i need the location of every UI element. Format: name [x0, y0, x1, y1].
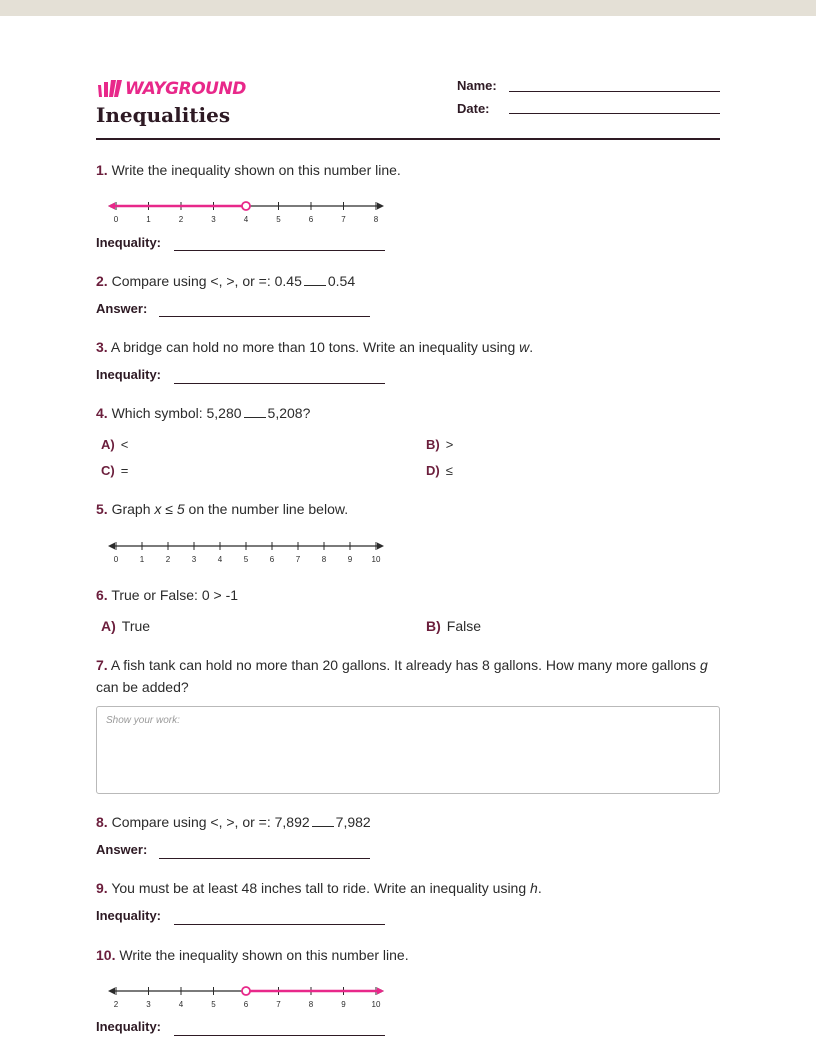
option-true[interactable]: A) True [101, 618, 151, 634]
ray-arrow-icon [377, 988, 384, 995]
question-1 [96, 159, 401, 181]
tick-label: 1 [139, 555, 145, 564]
blank [312, 815, 334, 827]
tick-label: 7 [295, 555, 301, 564]
question-text: Write the inequality shown on this number line. [111, 162, 401, 178]
question-text: You must be at least 48 inches tall to ride. Write an inequality using [111, 880, 531, 896]
tick-label: 8 [373, 215, 379, 224]
question-text: A fish tank can hold no more than 20 gallons. It already has 8 gallons. How many more gallons [110, 657, 700, 673]
question-text: Write the inequality shown on this number line. [119, 947, 409, 963]
question-text: 5,208? [267, 405, 311, 421]
tick-label: 9 [347, 555, 353, 564]
tick-label: 7 [276, 1000, 281, 1009]
question-number: 8. [96, 814, 108, 830]
answer-label: Inequality: [96, 1019, 162, 1034]
question-10 [96, 944, 409, 966]
answer-line-q1[interactable] [174, 250, 385, 251]
variable: h [530, 880, 538, 896]
question-text: can be added? [96, 679, 189, 695]
question-2 [96, 270, 355, 292]
question-8 [96, 811, 371, 833]
tick-label: 4 [178, 1000, 184, 1009]
endpoint-circle [242, 987, 250, 995]
tick-label: 4 [243, 215, 249, 224]
question-number: 1. [96, 162, 108, 178]
option-a[interactable]: A) < [101, 437, 129, 452]
tick-label: 3 [146, 1000, 151, 1009]
date-label: Date: [457, 101, 490, 116]
page-title: Inequalities [96, 103, 231, 127]
tick-label: 5 [276, 215, 281, 224]
question-text: Compare using <, >, or =: 7,892 [111, 814, 310, 830]
option-b[interactable]: B) > [426, 437, 454, 452]
arrow-left-icon [108, 543, 115, 550]
tick-label: 3 [191, 555, 197, 564]
name-line[interactable] [509, 91, 720, 92]
work-placeholder: Show your work: [106, 715, 180, 726]
header-rule [96, 138, 720, 140]
name-label: Name: [457, 78, 497, 93]
answer-line-q3[interactable] [174, 383, 385, 384]
endpoint-circle [242, 202, 250, 210]
tick-label: 0 [113, 555, 119, 564]
tick-label: 3 [211, 215, 216, 224]
question-number: 3. [96, 339, 108, 355]
question-number: 10. [96, 947, 116, 963]
answer-label: Inequality: [96, 235, 162, 250]
tick-label: 6 [269, 555, 275, 564]
arrow-right-icon [377, 543, 384, 550]
question-5 [96, 498, 348, 520]
question-number: 7. [96, 657, 108, 673]
tick-label: 6 [308, 215, 314, 224]
tick-label: 2 [113, 1000, 119, 1009]
question-text: Graph [111, 501, 155, 517]
work-box[interactable] [96, 706, 720, 794]
question-text: 0.54 [327, 273, 356, 289]
tick-label: 5 [243, 555, 249, 564]
tick-label: 2 [165, 555, 171, 564]
tick-label: 0 [113, 215, 119, 224]
tick-label: 8 [321, 555, 327, 564]
tick-label: 8 [308, 1000, 314, 1009]
question-text: A bridge can hold no more than 10 tons. Write an inequality using [110, 339, 520, 355]
option-c[interactable]: C) = [101, 463, 129, 478]
tick-label: 6 [243, 1000, 249, 1009]
question-number: 4. [96, 405, 108, 421]
answer-line-q2[interactable] [159, 316, 370, 317]
option-false[interactable]: B) False [426, 618, 482, 634]
question-6 [96, 584, 238, 606]
answer-label: Answer: [96, 842, 148, 857]
variable: g [699, 657, 708, 673]
logo-text: WAYGROUND [125, 79, 246, 99]
tick-label: 10 [371, 555, 381, 564]
question-3 [96, 336, 533, 358]
variable: w [519, 339, 530, 355]
ray-arrow-icon [108, 203, 115, 210]
answer-label: Inequality: [96, 367, 162, 382]
question-number: 6. [96, 587, 108, 603]
option-d[interactable]: D) ≤ [426, 463, 453, 478]
tick-label: 7 [341, 215, 346, 224]
question-4 [96, 402, 310, 424]
tick-label: 10 [371, 1000, 381, 1009]
number-line-q1 [110, 198, 385, 226]
question-text: . [537, 880, 542, 896]
question-text: 7,982 [335, 814, 371, 830]
question-7 [96, 654, 726, 698]
arrow-left-icon [108, 988, 115, 995]
question-number: 9. [96, 880, 108, 896]
answer-line-q10[interactable] [174, 1035, 385, 1036]
number-line-q5[interactable] [110, 538, 385, 566]
blank [244, 406, 266, 418]
question-text: Which symbol: 5,280 [111, 405, 242, 421]
tick-label: 9 [341, 1000, 346, 1009]
arrow-right-icon [377, 203, 384, 210]
answer-line-q9[interactable] [174, 924, 385, 925]
top-bar [0, 0, 816, 16]
logo [96, 79, 246, 99]
question-9 [96, 877, 542, 899]
math-expression: x ≤ 5 [154, 501, 185, 517]
answer-line-q8[interactable] [159, 858, 370, 859]
question-number: 2. [96, 273, 108, 289]
date-line[interactable] [509, 113, 720, 114]
answer-label: Inequality: [96, 908, 162, 923]
question-text: Compare using <, >, or =: 0.45 [111, 273, 302, 289]
question-text: on the number line below. [184, 501, 349, 517]
tick-label: 2 [178, 215, 184, 224]
number-line-q10 [110, 983, 385, 1011]
question-text: True or False: 0 > -1 [111, 587, 239, 603]
blank [304, 274, 326, 286]
tick-label: 5 [211, 1000, 216, 1009]
question-number: 5. [96, 501, 108, 517]
answer-label: Answer: [96, 301, 148, 316]
tick-label: 1 [146, 215, 151, 224]
wayground-logo-icon [96, 79, 122, 99]
question-text: . [529, 339, 534, 355]
tick-label: 4 [217, 555, 223, 564]
